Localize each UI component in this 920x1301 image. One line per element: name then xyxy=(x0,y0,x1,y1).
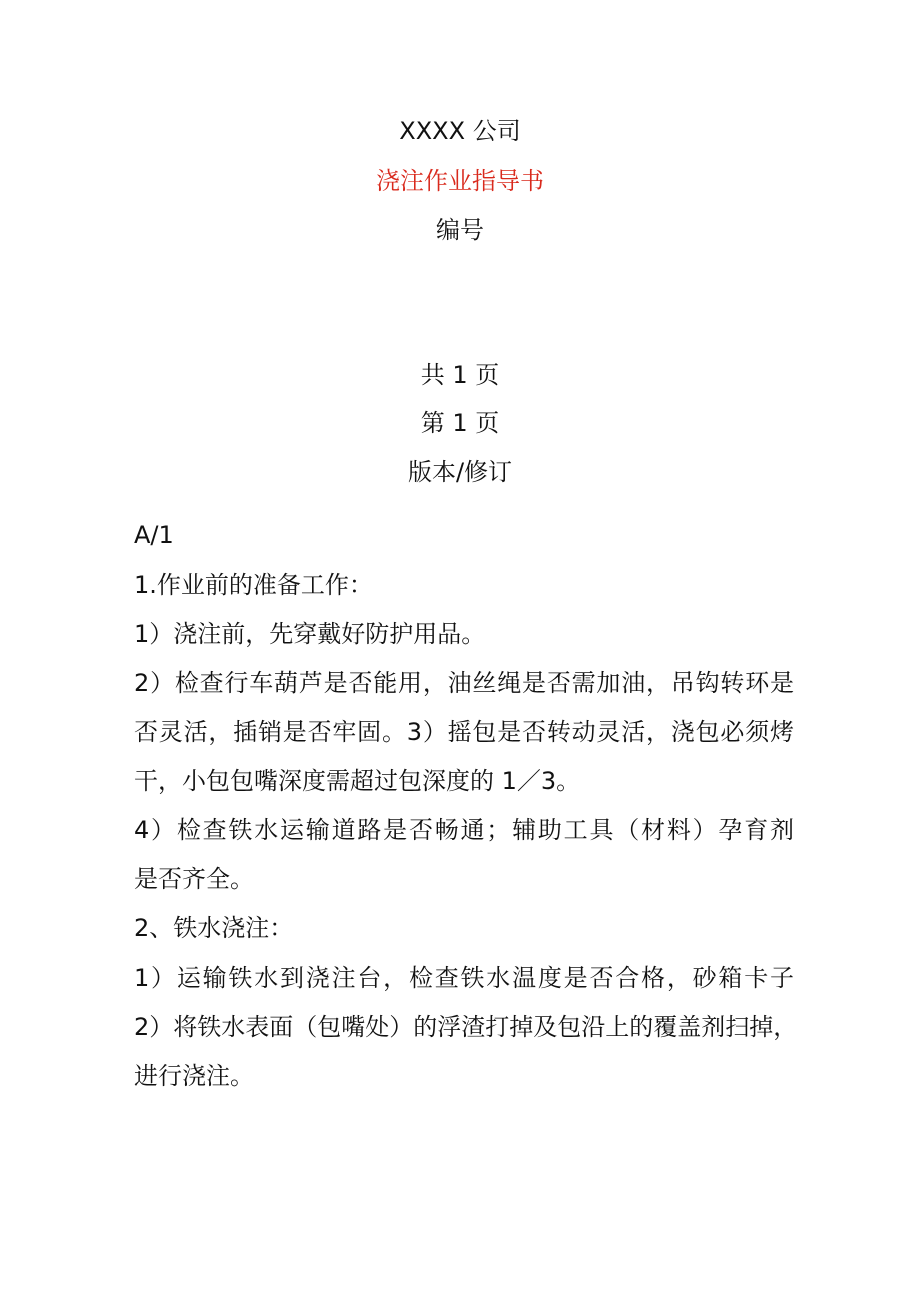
document-number-label: 编号 xyxy=(436,216,484,244)
section-2-heading: 2、铁水浇注： xyxy=(134,914,294,942)
pour-item-2-continued: 进行浇注。 xyxy=(134,1062,254,1090)
prep-item-3-continued: 干，小包包嘴深度需超过包深度的 1／3。 xyxy=(134,767,581,795)
current-page: 第 1 页 xyxy=(420,409,500,437)
version-value: A/1 xyxy=(134,521,174,549)
prep-item-4: 4）检查铁水运输道路是否畅通；辅助工具（材料）孕育剂 xyxy=(134,816,794,844)
company-name: XXXX 公司 xyxy=(399,117,521,145)
section-1-heading: 1.作业前的准备工作： xyxy=(134,571,373,599)
prep-item-1: 1）浇注前，先穿戴好防护用品。 xyxy=(134,620,486,648)
prep-item-2: 2）检查行车葫芦是否能用，油丝绳是否需加油，吊钩转环是 xyxy=(134,669,794,697)
pour-item-2: 2）将铁水表面（包嘴处）的浮渣打掉及包沿上的覆盖剂扫掉， xyxy=(134,1013,798,1041)
total-pages: 共 1 页 xyxy=(420,361,500,389)
prep-item-2-continued: 否灵活，插销是否牢固。3）摇包是否转动灵活，浇包必须烤 xyxy=(134,718,794,746)
version-label: 版本/修订 xyxy=(407,458,513,486)
pour-item-1: 1）运输铁水到浇注台，检查铁水温度是否合格，砂箱卡子 xyxy=(134,964,794,992)
document-title: 浇注作业指导书 xyxy=(376,167,544,195)
prep-item-4-continued: 是否齐全。 xyxy=(134,865,254,893)
